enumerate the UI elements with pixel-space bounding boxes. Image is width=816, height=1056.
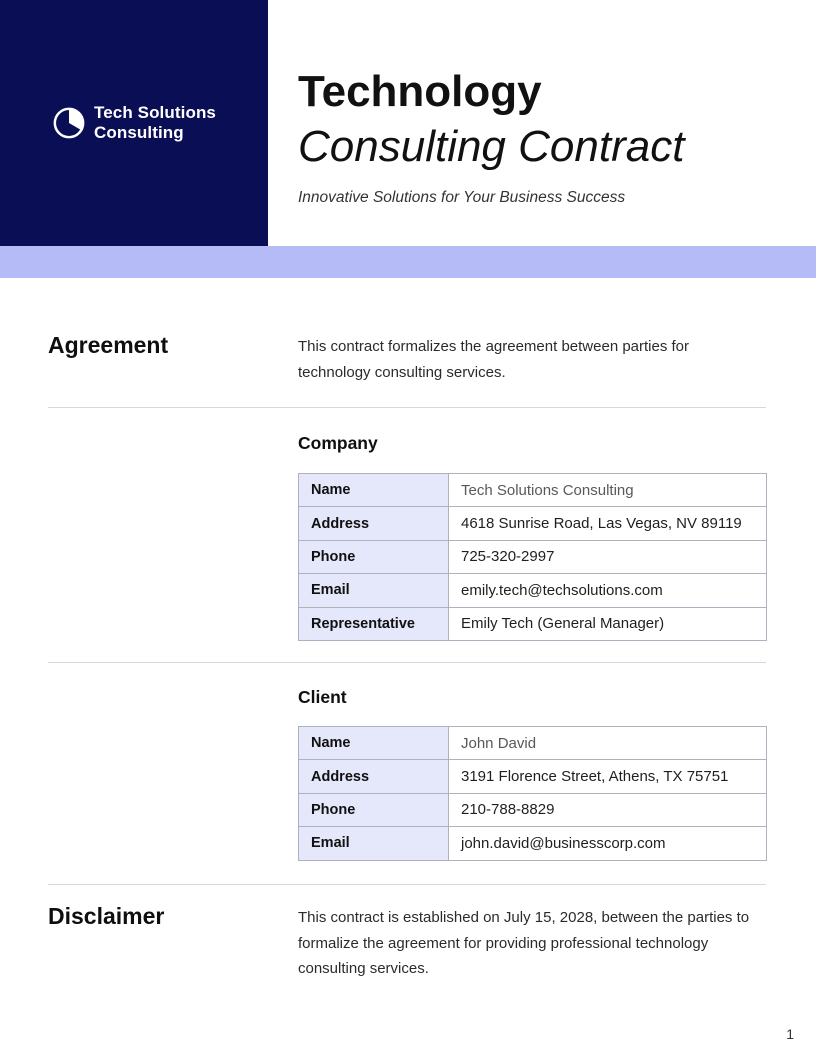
table-row bbox=[299, 507, 767, 540]
logo-line1: Tech Solutions bbox=[94, 103, 216, 122]
table-row bbox=[299, 793, 767, 826]
logo-text bbox=[94, 103, 216, 143]
title-line1: Technology bbox=[298, 67, 542, 116]
company-table bbox=[298, 473, 767, 641]
pie-chart-icon bbox=[52, 106, 86, 140]
agreement-body: This contract formalizes the agreement between parties for technology consulting services. bbox=[298, 338, 690, 381]
row-label: Email bbox=[299, 574, 449, 607]
row-value: 3191 Florence Street, Athens, TX 75751 bbox=[449, 760, 767, 793]
row-label: Name bbox=[299, 727, 449, 760]
row-label: Representative bbox=[299, 607, 449, 640]
client-table bbox=[298, 726, 767, 861]
company-heading: Company bbox=[298, 433, 378, 453]
table-row bbox=[299, 827, 767, 860]
row-value: john.david@businesscorp.com bbox=[449, 827, 767, 860]
header-brand-panel bbox=[0, 0, 268, 246]
row-label: Phone bbox=[299, 793, 449, 826]
disclaimer-heading: Disclaimer bbox=[48, 903, 165, 929]
disclaimer-body: This contract is established on July 15, 2028, between the parties to formalize the agreement for providing professional technology consulting services. bbox=[298, 909, 750, 977]
table-row bbox=[299, 607, 767, 640]
row-value: 4618 Sunrise Road, Las Vegas, NV 89119 bbox=[449, 507, 767, 540]
accent-band bbox=[0, 246, 816, 278]
section-divider bbox=[48, 662, 766, 663]
title-line2: Consulting Contract bbox=[298, 122, 685, 171]
row-value: 210-788-8829 bbox=[449, 793, 767, 826]
row-value: John David bbox=[449, 727, 767, 760]
row-value: Emily Tech (General Manager) bbox=[449, 607, 767, 640]
table-row bbox=[299, 540, 767, 573]
company-logo bbox=[52, 103, 216, 143]
document-subtitle: Innovative Solutions for Your Business Success bbox=[298, 189, 626, 206]
row-label: Phone bbox=[299, 540, 449, 573]
table-row bbox=[299, 760, 767, 793]
row-value: Tech Solutions Consulting bbox=[449, 474, 767, 507]
table-row bbox=[299, 727, 767, 760]
row-label: Email bbox=[299, 827, 449, 860]
row-label: Name bbox=[299, 474, 449, 507]
section-divider bbox=[48, 884, 766, 885]
table-row bbox=[299, 574, 767, 607]
row-label: Address bbox=[299, 760, 449, 793]
logo-line2: Consulting bbox=[94, 123, 184, 142]
table-row bbox=[299, 474, 767, 507]
agreement-heading: Agreement bbox=[48, 332, 169, 358]
client-heading: Client bbox=[298, 687, 347, 707]
page-number: 1 bbox=[786, 1026, 794, 1042]
row-label: Address bbox=[299, 507, 449, 540]
document-title bbox=[298, 64, 684, 207]
section-divider bbox=[48, 407, 766, 408]
row-value: 725-320-2997 bbox=[449, 540, 767, 573]
row-value: emily.tech@techsolutions.com bbox=[449, 574, 767, 607]
